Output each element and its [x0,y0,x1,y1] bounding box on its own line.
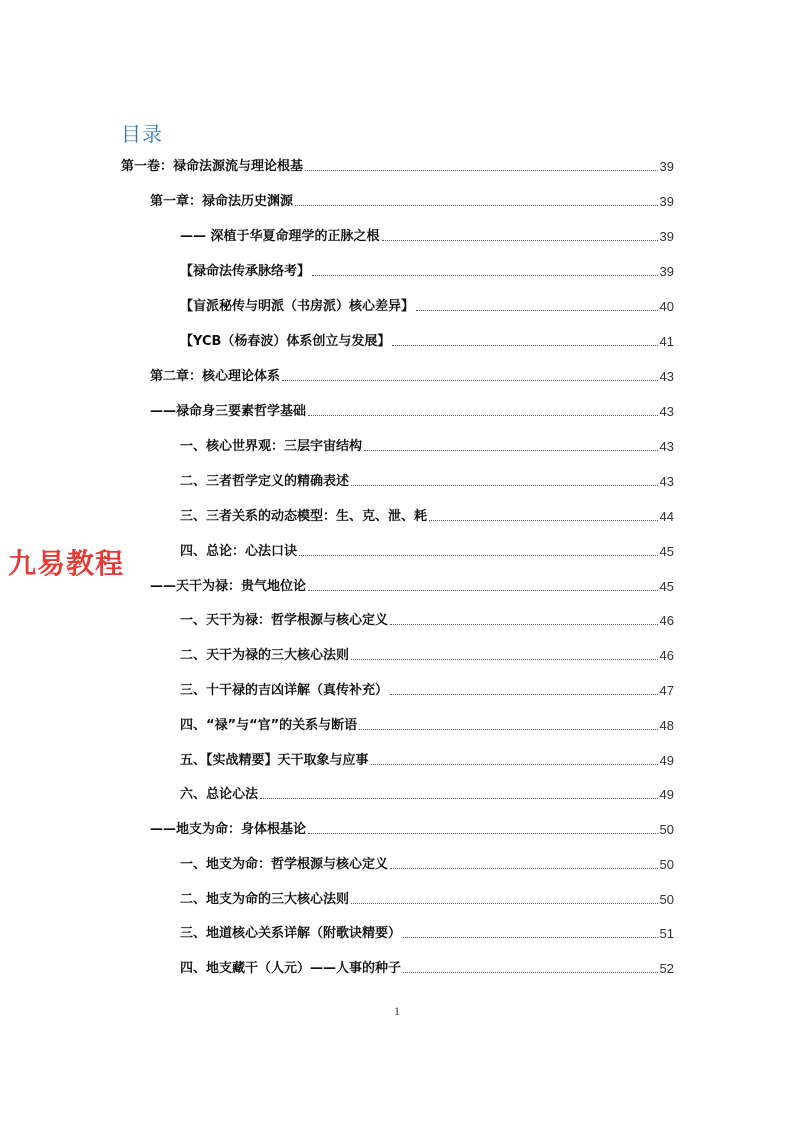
toc-entry-page: 41 [659,334,674,349]
dot-leader [308,414,658,416]
dot-leader [390,693,658,695]
toc-entry-label: 【盲派秘传与明派（书房派）核心差异】 [180,299,415,314]
toc-entry[interactable] [180,920,674,942]
dot-leader [403,971,658,973]
toc-entry-page: 50 [659,822,674,837]
toc-entry[interactable] [180,503,674,525]
toc-entry-page: 43 [659,474,674,489]
toc-entry-label: ——地支为命：身体根基论 [150,822,307,837]
toc-entry-page: 43 [659,439,674,454]
dot-leader [416,309,658,311]
toc-entry[interactable] [150,188,674,210]
toc-entry-page: 49 [659,753,674,768]
toc-entry-label: 三、十干禄的吉凶详解（真传补充） [180,683,389,698]
toc-entry[interactable] [150,573,674,595]
dot-leader [299,554,658,556]
dot-leader [295,204,658,206]
dot-leader [308,832,658,834]
toc-entry-label: 一、天干为禄：哲学根源与核心定义 [180,613,389,628]
toc-entry[interactable] [180,781,674,803]
toc-entry-page: 49 [659,787,674,802]
dot-leader [312,274,658,276]
toc-entry[interactable] [180,747,674,769]
dot-leader [282,379,658,381]
dot-leader [371,763,658,765]
toc-entry-label: 二、天干为禄的三大核心法则 [180,648,350,663]
dot-leader [351,484,658,486]
toc-entry-page: 40 [659,299,674,314]
toc-entry-label: 四、地支藏干（人元）——人事的种子 [180,961,402,976]
toc-entry-label: 第二章：核心理论体系 [150,369,281,384]
toc-entry[interactable] [180,712,674,734]
toc-entry-page: 51 [659,926,674,941]
toc-entry[interactable] [180,468,674,490]
toc-entry-page: 39 [659,264,674,279]
toc-entry[interactable] [180,642,674,664]
toc-entry-label: 二、三者哲学定义的精确表述 [180,474,350,489]
toc-entry-page: 47 [659,683,674,698]
dot-leader [351,658,658,660]
toc-entry[interactable] [180,258,674,280]
dot-leader [359,728,657,730]
toc-entry[interactable] [121,153,674,175]
dot-leader [364,449,658,451]
watermark-logo: 九易教程 [8,547,125,580]
dot-leader [390,867,658,869]
dot-leader [382,239,658,241]
toc-entry-page: 45 [659,544,674,559]
toc-entry-page: 39 [659,159,674,174]
toc-entry[interactable] [180,955,674,977]
toc-entry[interactable] [150,816,674,838]
toc-entry[interactable] [180,433,674,455]
toc-entry[interactable] [150,363,674,385]
dot-leader [260,797,658,799]
toc-entry-label: —— 深植于华夏命理学的正脉之根 [180,229,380,244]
toc-entry-label: 第一章：禄命法历史渊源 [150,194,294,209]
toc-entry[interactable] [180,886,674,908]
toc-entry-page: 44 [659,509,674,524]
toc-entry-label: ——天干为禄：贵气地位论 [150,579,307,594]
dot-leader [351,902,658,904]
toc-entry-label: 二、地支为命的三大核心法则 [180,892,350,907]
dot-leader [390,623,658,625]
toc-entry[interactable] [180,328,674,350]
toc-entry[interactable] [150,398,674,420]
toc-entry-label: 三、地道核心关系详解（附歌诀精要） [180,926,402,941]
toc-entry-page: 50 [659,892,674,907]
toc-entry[interactable] [180,607,674,629]
toc-entry[interactable] [180,677,674,699]
toc-entry-page: 39 [659,194,674,209]
dot-leader [305,169,658,171]
toc-entry-page: 50 [659,857,674,872]
dot-leader [308,589,658,591]
toc-heading: 目录 [121,122,163,146]
toc-entry-label: 第一卷：禄命法源流与理论根基 [121,159,304,174]
toc-entry-label: 六、总论心法 [180,787,259,802]
toc-entry-label: ——禄命身三要素哲学基础 [150,404,307,419]
dot-leader [429,519,658,521]
toc-entry-label: 四、总论：心法口诀 [180,544,298,559]
toc-entry-page: 48 [659,718,674,733]
toc-entry-page: 43 [659,404,674,419]
toc-entry-label: 一、核心世界观：三层宇宙结构 [180,439,363,454]
toc-entry[interactable] [180,851,674,873]
toc-entry-label: 一、地支为命：哲学根源与核心定义 [180,857,389,872]
toc-entry-page: 46 [659,613,674,628]
toc-entry[interactable] [180,293,674,315]
toc-entry[interactable] [180,223,674,245]
page-number: 1 [394,1004,400,1018]
toc-entry-label: 【YCB（杨春波）体系创立与发展】 [180,334,391,349]
dot-leader [392,344,657,346]
toc-entry-label: 五、【实战精要】天干取象与应事 [180,753,369,768]
toc-entry-page: 39 [659,229,674,244]
toc-entry-label: 四、“禄”与“官”的关系与断语 [180,718,358,733]
toc-entry-page: 45 [659,579,674,594]
toc-entry-page: 43 [659,369,674,384]
toc-entry[interactable] [180,538,674,560]
dot-leader [403,936,658,938]
toc-entry-label: 【禄命法传承脉络考】 [180,264,311,279]
toc-entry-label: 三、三者关系的动态模型：生、克、泄、耗 [180,509,428,524]
toc-entry-page: 52 [659,961,674,976]
toc-entry-page: 46 [659,648,674,663]
